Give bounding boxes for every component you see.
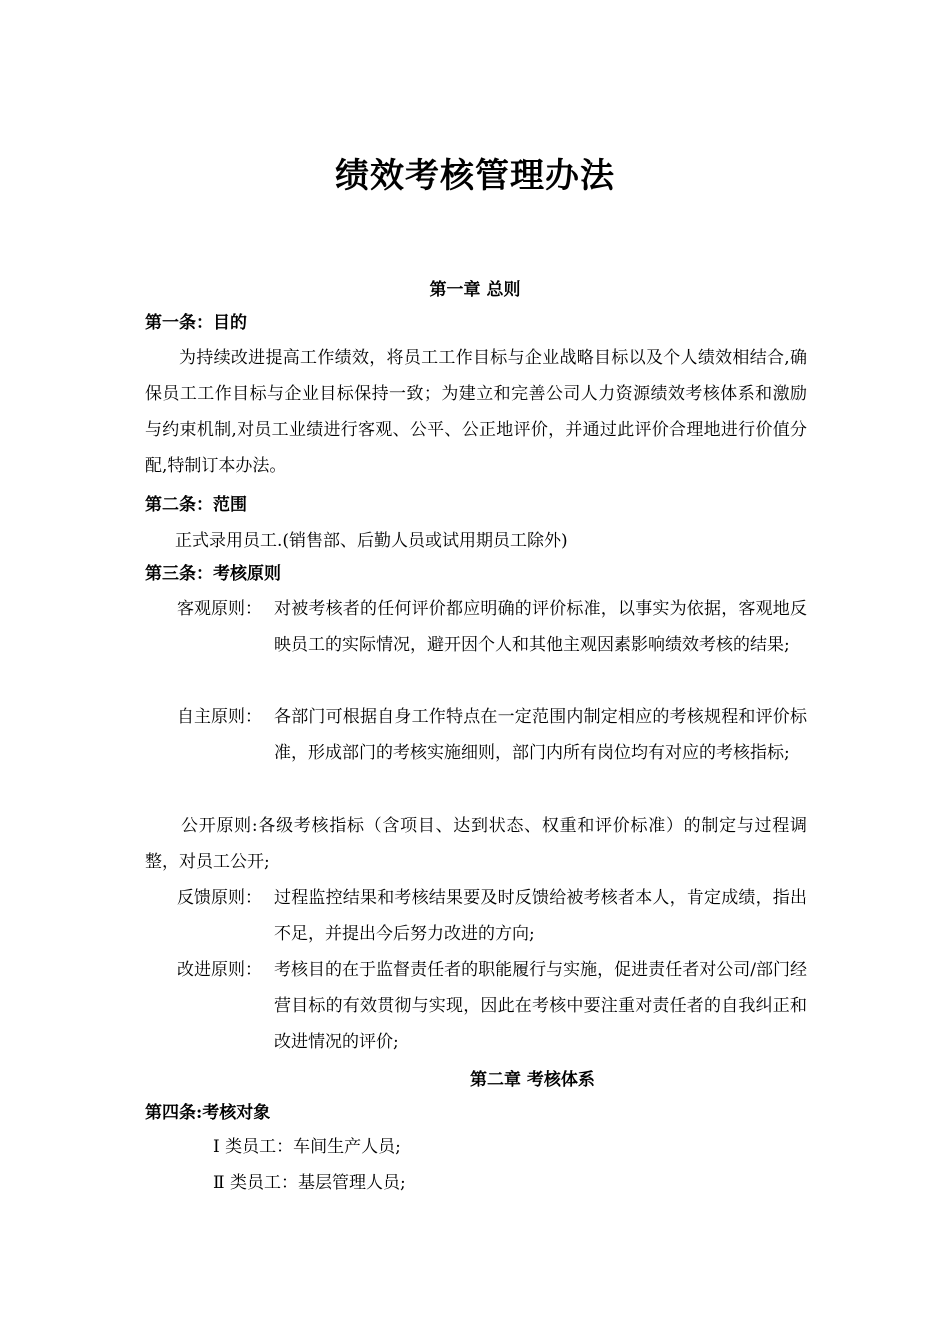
principle-feedback [145,880,807,952]
chapter-2-heading: 第二章 考核体系 [470,1070,595,1090]
document-title: 绩效考核管理办法 [335,156,615,196]
principle-name: 客观原则： [177,599,262,619]
principle-name: 公开原则: [181,816,258,836]
principle-name: 自主原则： [177,707,262,727]
principle-text: 各级考核指标（含项目、达到状态、权重和评价标准）的制定与过程调整，对员工公开; [145,816,808,872]
principle-name: 反馈原则： [177,888,262,908]
principle-autonomy [145,699,807,771]
principle-text: 各部门可根据自身工作特点在一定范围内制定相应的考核规程和评价标准，形成部门的考核实施细则，部门内所有岗位均有对应的考核指标; [274,707,807,763]
article-1-heading: 第一条：目的 [145,313,247,333]
principle-text: 过程监控结果和考核结果要及时反馈给被考核者本人，肯定成绩，指出不足，并提出今后努力改进的方向; [274,888,807,944]
principle-openness [145,808,807,880]
principle-text: 考核目的在于监督责任者的职能履行与实施，促进责任者对公司/部门经营目标的有效贯彻与实现，因此在考核中要注重对责任者的自我纠正和改进情况的评价; [274,960,807,1052]
article-2-heading: 第二条：范围 [145,495,247,515]
article-3-heading: 第三条：考核原则 [145,564,281,584]
article-1-text: 为持续改进提高工作绩效，将员工工作目标与企业战略目标以及个人绩效相结合,确保员工工作目标与企业目标保持一致；为建立和完善公司人力资源绩效考核体系和激励与约束机制,对员工业绩进行客观、公平、公正地评价，并通过此评价合理地进行价值分配,特制订本办法。 [145,348,807,476]
principle-improvement [145,952,807,1060]
principle-objective [145,591,807,663]
article-2-text: 正式录用员工.(销售部、后勤人员或试用期员工除外) [175,531,568,551]
chapter-1-heading: 第一章 总则 [429,280,521,300]
employee-class-2: Ⅱ 类员工：基层管理人员; [213,1173,406,1193]
principle-text: 对被考核者的任何评价都应明确的评价标准，以事实为依据，客观地反映员工的实际情况，避开因个人和其他主观因素影响绩效考核的结果; [274,599,807,655]
employee-class-1: Ⅰ 类员工：车间生产人员; [213,1137,401,1157]
principle-name: 改进原则： [177,960,262,980]
article-4-heading: 第四条:考核对象 [145,1103,271,1123]
